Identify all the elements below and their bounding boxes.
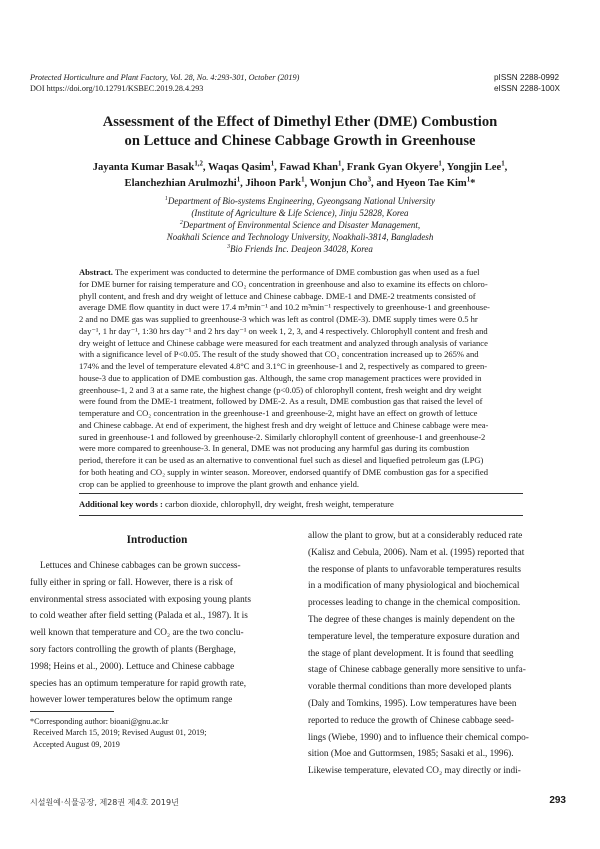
abstract-line: period, therefore it can be used as an alternative to conventional fuel such as diesel and liquefied petroleum gas (LPG) (79, 455, 484, 465)
abstract (79, 267, 523, 490)
abstract-line: were found from the DME-1 treatment, followed by DME-2. As a result, DME combustion gas that raised the level of (79, 396, 483, 407)
affiliation-2 (40, 219, 560, 231)
author-name: Frank Gyan Okyere (346, 162, 439, 173)
intro-right-column (308, 528, 562, 780)
section-heading-introduction: Introduction (126, 534, 188, 546)
journal-citation: Protected Horticulture and Plant Factory, Vol. 28, No. 4:293-301, October (2019) (30, 73, 300, 82)
author-affiliation-marker: 1 (270, 160, 275, 168)
abstract-line: for both heating and CO₂ supply in winter season. Moreover, endorsed quantify of DME combustion gas for a specified (79, 466, 488, 477)
body-line: temperature level, the temperature exposure duration and (308, 631, 520, 642)
body-line: allow the plant to grow, but at a considerably reduced rate (308, 531, 523, 541)
affiliation-text: Department of Environmental Science and Disaster Management, (182, 220, 421, 230)
abstract-text: The experiment was conducted to determine the performance of DME combustion gas when used as a fuel (114, 267, 480, 277)
body-line: sory factors controlling the growth of plants (Berghage, (30, 644, 236, 655)
keywords-text: carbon dioxide, chlorophyll, dry weight, fresh weight, temperature (164, 499, 394, 509)
author-name: Jihoon Park (245, 178, 302, 189)
author-separator: , (504, 162, 508, 173)
body-line: sition (Moe and Guttormsen, 1985; Sasaki et al., 1996). (308, 749, 514, 760)
footnote (30, 716, 284, 750)
body-line: lings (Wiebe, 1990) and to influence their chemical compo- (308, 732, 529, 743)
doi-link[interactable]: DOI https://doi.org/10.12791/KSBEC.2019.28.4.293 (30, 84, 204, 93)
abstract-line: crop can be applied to greenhouse to improve the plant growth and enhance yield. (79, 478, 360, 489)
author-affiliation-marker: 1 (501, 160, 505, 168)
affiliation-1 (40, 195, 560, 207)
body-line: species has an optimum temperature for rapid growth rate, (30, 678, 247, 689)
body-line: the response of plants to unfavorable temperatures results (308, 564, 521, 575)
abstract-label: Abstract. (79, 267, 113, 277)
author-affiliation-marker: 1 (236, 176, 241, 184)
pissn: pISSN 2288-0992 (494, 73, 560, 82)
corresponding-author: *Corresponding author: bioani@gnu.ac.kr (30, 717, 169, 726)
author-name: Wonjun Cho (309, 178, 368, 189)
body-line: however lower temperatures below the optimum range (30, 695, 233, 706)
eissn: eISSN 2288-100X (494, 84, 560, 93)
intro-left-column (30, 558, 284, 709)
affiliation-3 (40, 243, 560, 255)
abstract-line: for DME burner for raising temperature and CO₂ concentration in greenhouse and also to examine its effects on chloro- (79, 278, 488, 289)
page-number: 293 (549, 795, 566, 806)
author-name: Fawad Khan (279, 162, 339, 173)
author-list (40, 160, 560, 192)
body-line: 1998; Heins et al., 2000). Lettuce and Chinese cabbage (30, 661, 235, 672)
author-separator: , (274, 162, 280, 173)
author-separator: * (470, 178, 476, 189)
author-affiliation-marker: 1,2 (194, 160, 203, 168)
abstract-line (79, 267, 523, 279)
author-line-2 (40, 176, 560, 192)
body-line: to cold weather after field setting (Palada et al., 1987). It is (30, 611, 248, 622)
author-affiliation-marker: 3 (367, 176, 372, 184)
author-name: Yongjin Lee (446, 162, 502, 173)
author-separator: , (304, 178, 310, 189)
abstract-line: 2 and no DME gas was supplied to greenhouse-3 which was left as control (DME-3). DME supply times were 0.5 hr (79, 314, 478, 324)
body-line: (Daly and Tomkins, 1995). Low temperatures have been (308, 698, 517, 709)
title-line-2: on Lettuce and Chinese Cabbage Growth in Greenhouse (124, 133, 476, 149)
author-separator: , (341, 162, 347, 173)
author-separator: , (240, 178, 246, 189)
abstract-line: sured in greenhouse-1 and followed by greenhouse-2. Similarly chlorophyll content of greenhouse-1 and greenhouse-2 (79, 431, 486, 442)
abstract-line: dry weight of lettuce and Chinese cabbage were measured for each treatment and analyzed through analysis of variance (79, 337, 488, 348)
body-line: vorable thermal conditions than more developed plants (308, 682, 512, 693)
abstract-line: day⁻¹, 1 hr day⁻¹, 1:30 hrs day⁻¹ and 2 hrs day⁻¹ on week 1, 2, 3, and 4 respectively. Chlorophyll content and fresh and (79, 325, 488, 336)
author-separator: , (202, 162, 209, 173)
issn-block (494, 72, 560, 94)
body-line: (Kalisz and Cebula, 2006). Nam et al. (1995) reported that (308, 547, 525, 558)
body-line: processes leading to change in the chemical composition. (308, 598, 521, 609)
author-affiliation-marker: 1 (438, 160, 442, 168)
abstract-line: average DME flow quantity in duct were 17.4 m³min⁻¹ and 10.2 m³min⁻¹ respectively to greenhouse-1 and greenhouse- (79, 302, 490, 313)
affiliation-text: Bio Friends Inc. Deajeon 34028, Korea (230, 244, 373, 254)
journal-korean-footer: 시설원예·식물공장, 제28권 제4호 2019년 (30, 798, 179, 807)
body-line: Likewise temperature, elevated CO₂ may directly or indi- (308, 766, 521, 777)
affiliations (40, 195, 560, 255)
paper-title (30, 113, 570, 151)
body-line: well known that temperature and CO₂ are the two conclu- (30, 628, 244, 639)
accepted-date: Accepted August 09, 2019 (33, 739, 120, 749)
body-line: The degree of these changes is mainly dependent on the (308, 614, 515, 625)
abstract-line: 174% and the level of temperature elevated 4.8°C and 3.1°C in greenhouse-1 and 2, respectively as compared to green- (79, 361, 488, 371)
affiliation-marker: 1 (164, 196, 168, 202)
author-name: Jayanta Kumar Basak (92, 162, 195, 173)
journal-header (30, 72, 299, 94)
keywords (79, 498, 523, 510)
body-line: fully either in spring or fall. However, there is a risk of (30, 577, 233, 588)
body-line: in a modification of many physiological and biochemical (308, 581, 520, 592)
body-line: environmental stress associated with exposing young plants (30, 594, 251, 605)
abstract-line: house-3 due to application of DME combustion gas. Although, the same crop management practices were provided in (79, 372, 482, 383)
footnote-rule (30, 711, 114, 712)
author-name: Elanchezhian Arulmozhi (124, 178, 237, 189)
author-line-1 (40, 160, 560, 176)
author-name: Waqas Qasim (208, 162, 271, 173)
affiliation-text: Department of Bio-systems Engineering, Gyeongsang National University (167, 196, 436, 206)
author-affiliation-marker: 1 (466, 176, 471, 184)
body-line: stage of Chinese cabbage generally more sensitive to unfa- (308, 665, 526, 676)
affiliation-marker: 2 (179, 220, 183, 226)
received-date: Received March 15, 2019; Revised August 01, 2019; (33, 728, 207, 738)
title-line-1: Assessment of the Effect of Dimethyl Ether (DME) Combustion (102, 114, 498, 130)
author-affiliation-marker: 1 (338, 160, 342, 168)
affiliation-marker: 3 (227, 244, 230, 250)
abstract-line: were more compared to greenhouse-3. In general, DME was not producing any harmful gas during its combustion (79, 443, 470, 454)
body-line: the stage of plant development. It is found that seedling (308, 648, 514, 659)
author-name: Hyeon Tae Kim (396, 178, 467, 189)
abstract-line: with a significance level of P<0.05. The result of the study showed that CO₂ concentration increased up to 265% and (79, 349, 479, 360)
abstract-line: greenhouse-1, 2 and 3 at a same rate, the highest change (p<0.05) of chlorophyll content, fresh weight and dry weight (79, 384, 482, 395)
abstract-line: phyll content, and fresh and dry weight of lettuce and Chinese cabbage. DME-1 and DME-2 treatments consisted of (79, 290, 476, 301)
affiliation-2-cont: Noakhali Science and Technology University, Noakhali-3814, Bangladesh (166, 232, 434, 242)
abstract-line: and Chinese cabbage. At end of experiment, the highest fresh and dry weight of lettuce and Chinese cabbage were mea- (79, 419, 489, 430)
abstract-line: temperature and CO₂ concentration in the greenhouse-1 and greenhouse-2, might have an effect on growth of lettuce (79, 408, 478, 418)
body-line: Lettuces and Chinese cabbages can be grown success- (40, 561, 241, 571)
keywords-label: Additional key words : (79, 499, 163, 509)
author-separator: , (441, 162, 447, 173)
body-line: reported to reduce the growth of Chinese cabbage seed- (308, 715, 514, 726)
keywords-bottom-rule (79, 515, 523, 516)
keywords-top-rule (79, 493, 523, 494)
author-affiliation-marker: 1 (301, 176, 305, 184)
affiliation-1-cont: (Institute of Agriculture & Life Science), Jinju 52828, Korea (191, 208, 409, 218)
author-separator: , and (371, 178, 397, 189)
